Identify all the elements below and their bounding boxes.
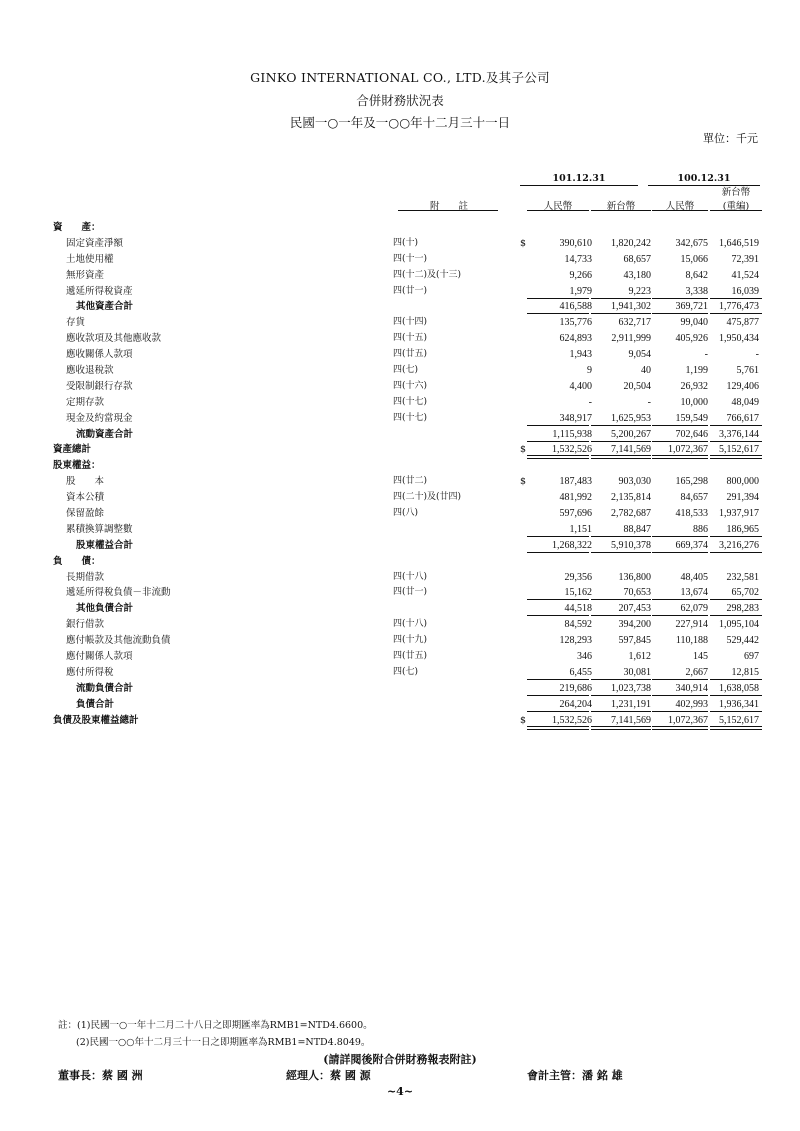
table-row xyxy=(0,474,800,490)
row-label: 存貨 xyxy=(66,317,86,329)
underline xyxy=(710,711,762,712)
underline xyxy=(710,536,762,537)
underline xyxy=(652,298,708,299)
value-cell: 5,761 xyxy=(736,365,759,377)
table-row xyxy=(0,331,800,347)
value-cell: 72,391 xyxy=(731,253,759,265)
underline xyxy=(710,441,762,442)
underline xyxy=(527,679,589,680)
row-note-ref: 四(十四) xyxy=(393,317,428,328)
value-cell: 41,524 xyxy=(731,269,759,281)
row-note-ref: 四(二十)及(廿四) xyxy=(393,492,462,503)
value-cell: 16,039 xyxy=(731,285,759,297)
table-row xyxy=(0,681,800,697)
row-label: 應付帳款及其他流動負債 xyxy=(66,635,171,647)
table-row xyxy=(0,220,800,236)
underline xyxy=(710,679,762,680)
value-cell: 110,188 xyxy=(675,635,708,647)
table-row xyxy=(0,585,800,601)
underline xyxy=(710,298,762,299)
value-cell: 2,135,814 xyxy=(611,492,651,504)
value-cell: 1,532,526 xyxy=(552,714,592,726)
table-row xyxy=(0,617,800,633)
row-note-ref: 四(廿五) xyxy=(393,349,428,360)
value-cell: 232,581 xyxy=(726,571,759,583)
col-ntd-101-header: 新台幣 xyxy=(606,201,636,212)
value-cell: 3,376,144 xyxy=(719,428,759,440)
value-cell: 903,030 xyxy=(618,476,651,488)
currency-sign: $ xyxy=(520,444,527,456)
value-cell: 14,733 xyxy=(564,253,592,265)
row-label: 定期存款 xyxy=(66,396,105,408)
unit-label: 單位：千元 xyxy=(703,132,758,145)
value-cell: 12,815 xyxy=(731,666,759,678)
value-cell: 1,941,302 xyxy=(611,301,651,313)
underline xyxy=(710,313,762,314)
value-cell: 1,231,191 xyxy=(611,698,651,710)
row-label: 受限制銀行存款 xyxy=(66,380,133,392)
row-note-ref: 四(廿一) xyxy=(393,285,428,296)
value-cell: 8,642 xyxy=(685,269,708,281)
year-101-rule xyxy=(520,185,638,186)
value-cell: 1,115,938 xyxy=(552,428,592,440)
row-label: 應付所得稅 xyxy=(66,666,114,678)
col-rmb-101-header: 人民幣 xyxy=(543,201,573,212)
year-101-header: 101.12.31 xyxy=(552,173,606,184)
underline xyxy=(652,679,708,680)
table-row xyxy=(0,633,800,649)
value-cell: 186,965 xyxy=(726,523,759,535)
underline xyxy=(591,599,651,600)
value-cell: 416,588 xyxy=(559,301,592,313)
row-note-ref: 四(廿二) xyxy=(393,476,428,487)
value-cell: 9,266 xyxy=(569,269,592,281)
underline xyxy=(710,695,762,696)
col-rmb-100-header: 人民幣 xyxy=(665,201,695,212)
value-cell: 65,702 xyxy=(731,587,759,599)
underline xyxy=(591,536,651,537)
value-cell: 418,533 xyxy=(675,508,708,520)
value-cell: 43,180 xyxy=(623,269,651,281)
row-note-ref: 四(十八) xyxy=(393,571,428,582)
page-number: ~4~ xyxy=(386,1085,414,1098)
value-cell: 62,079 xyxy=(680,603,708,615)
value-cell: 4,400 xyxy=(569,380,592,392)
value-cell: 1,612 xyxy=(628,651,651,663)
underline xyxy=(591,425,651,426)
value-cell: - xyxy=(704,349,708,361)
underline xyxy=(591,615,651,616)
value-cell: 219,686 xyxy=(559,682,592,694)
table-row xyxy=(0,236,800,252)
date-line: 民國一○一年及一○○年十二月三十一日 xyxy=(289,115,511,130)
table-row xyxy=(0,554,800,570)
underline xyxy=(591,695,651,696)
underline xyxy=(527,536,589,537)
value-cell: 2,911,999 xyxy=(611,333,651,345)
value-cell: 44,518 xyxy=(564,603,592,615)
value-cell: 340,914 xyxy=(675,682,708,694)
table-row xyxy=(0,315,800,331)
note-column-header: 附 註 xyxy=(429,201,468,212)
value-cell: 1,095,104 xyxy=(719,619,759,631)
table-row xyxy=(0,522,800,538)
value-cell: 20,504 xyxy=(623,380,651,392)
value-cell: 2,782,687 xyxy=(611,508,651,520)
value-cell: 68,657 xyxy=(623,253,651,265)
row-note-ref: 四(十一) xyxy=(393,253,428,264)
table-row xyxy=(0,458,800,474)
value-cell: 264,204 xyxy=(559,698,592,710)
accountant-signature: 會計主管：潘 銘 雄 xyxy=(527,1069,623,1082)
value-cell: 291,394 xyxy=(726,492,759,504)
row-label: 固定資產淨額 xyxy=(66,237,124,249)
table-row xyxy=(0,427,800,443)
value-cell: 1,937,917 xyxy=(719,508,759,520)
value-cell: 5,152,617 xyxy=(719,714,759,726)
value-cell: 9,223 xyxy=(628,285,651,297)
row-label: 累積換算調整數 xyxy=(66,523,133,535)
underline xyxy=(652,425,708,426)
row-note-ref: 四(十) xyxy=(393,237,419,248)
value-cell: 15,066 xyxy=(680,253,708,265)
value-cell: 5,152,617 xyxy=(719,444,759,456)
table-row xyxy=(0,570,800,586)
value-cell: 1,979 xyxy=(569,285,592,297)
underline xyxy=(652,441,708,442)
row-label: 遞延所得稅資產 xyxy=(66,285,133,297)
table-row xyxy=(0,649,800,665)
underline xyxy=(591,679,651,680)
row-label: 股東權益： xyxy=(53,460,101,472)
underline xyxy=(710,425,762,426)
value-cell: 298,283 xyxy=(726,603,759,615)
note-header-rule xyxy=(398,210,498,211)
footnote-2: (2)民國一○○年十二月三十一日之即期匯率為RMB1=NTD4.8049。 xyxy=(76,1037,371,1048)
value-cell: 529,442 xyxy=(726,635,759,647)
double-underline xyxy=(527,726,589,730)
value-cell: 48,049 xyxy=(731,396,759,408)
value-cell: 597,696 xyxy=(559,508,592,520)
underline xyxy=(591,298,651,299)
row-label: 股東權益合計 xyxy=(76,539,134,551)
value-cell: 702,646 xyxy=(675,428,708,440)
underline xyxy=(527,425,589,426)
value-cell: 342,675 xyxy=(675,237,708,249)
row-label: 股 本 xyxy=(66,476,105,488)
value-cell: 145 xyxy=(693,651,708,663)
underline xyxy=(527,552,589,553)
underline xyxy=(710,552,762,553)
row-label: 保留盈餘 xyxy=(66,508,105,520)
row-note-ref: 四(廿五) xyxy=(393,651,428,662)
value-cell: 402,993 xyxy=(675,698,708,710)
underline xyxy=(652,615,708,616)
col-rmb-101-rule xyxy=(527,210,589,211)
value-cell: 7,141,569 xyxy=(611,714,651,726)
value-cell: 128,293 xyxy=(559,635,592,647)
value-cell: 3,216,276 xyxy=(719,539,759,551)
table-row xyxy=(0,252,800,268)
table-row xyxy=(0,363,800,379)
table-row xyxy=(0,442,800,458)
value-cell: 187,483 xyxy=(559,476,592,488)
table-row xyxy=(0,268,800,284)
value-cell: - xyxy=(647,396,651,408)
value-cell: 40 xyxy=(641,365,651,377)
value-cell: 348,917 xyxy=(559,412,592,424)
double-underline xyxy=(710,726,762,730)
value-cell: 394,200 xyxy=(618,619,651,631)
footnote-1: 註：(1)民國一○一年十二月二十八日之即期匯率為RMB1=NTD4.6600。 xyxy=(58,1020,373,1031)
table-row xyxy=(0,665,800,681)
row-label: 負債合計 xyxy=(76,698,115,710)
value-cell: - xyxy=(588,396,592,408)
col-ntd-100-header-line2: (重編) xyxy=(722,201,750,212)
underline xyxy=(527,615,589,616)
row-label: 流動資產合計 xyxy=(76,428,134,440)
value-cell: 475,877 xyxy=(726,317,759,329)
value-cell: 1,023,738 xyxy=(611,682,651,694)
table-row xyxy=(0,379,800,395)
value-cell: 481,992 xyxy=(559,492,592,504)
row-note-ref: 四(八) xyxy=(393,508,419,519)
row-label: 銀行借款 xyxy=(66,619,105,631)
underline xyxy=(652,599,708,600)
col-ntd-100-header-line1: 新台幣 xyxy=(721,187,751,198)
value-cell: - xyxy=(755,349,759,361)
currency-sign: $ xyxy=(520,476,527,488)
value-cell: 29,356 xyxy=(564,571,592,583)
value-cell: 9 xyxy=(587,365,592,377)
row-note-ref: 四(十八) xyxy=(393,619,428,630)
value-cell: 129,406 xyxy=(726,380,759,392)
value-cell: 5,910,378 xyxy=(611,539,651,551)
table-row xyxy=(0,506,800,522)
row-label: 應收關係人款項 xyxy=(66,349,133,361)
underline xyxy=(652,313,708,314)
table-row xyxy=(0,490,800,506)
value-cell: 1,072,367 xyxy=(668,714,708,726)
row-label: 應收退稅款 xyxy=(66,365,114,377)
value-cell: 1,638,058 xyxy=(719,682,759,694)
value-cell: 1,943 xyxy=(569,349,592,361)
value-cell: 697 xyxy=(744,651,759,663)
row-note-ref: 四(十五) xyxy=(393,333,428,344)
row-label: 資產總計 xyxy=(53,444,92,456)
row-note-ref: 四(十六) xyxy=(393,380,428,391)
table-row xyxy=(0,347,800,363)
value-cell: 405,926 xyxy=(675,333,708,345)
company-title: GINKO INTERNATIONAL CO., LTD.及其子公司 xyxy=(250,70,550,85)
col-ntd-100-rule xyxy=(710,210,762,211)
underline xyxy=(652,536,708,537)
row-label: 資 產： xyxy=(53,222,101,233)
manager-signature: 經理人：蔡 國 源 xyxy=(286,1069,371,1082)
row-label: 流動負債合計 xyxy=(76,682,134,694)
underline xyxy=(591,711,651,712)
underline xyxy=(527,599,589,600)
value-cell: 99,040 xyxy=(680,317,708,329)
value-cell: 1,820,242 xyxy=(611,237,651,249)
table-row xyxy=(0,601,800,617)
statement-title: 合併財務狀況表 xyxy=(356,93,444,108)
value-cell: 3,338 xyxy=(685,285,708,297)
value-cell: 26,932 xyxy=(680,380,708,392)
row-label: 無形資產 xyxy=(66,269,105,281)
table-row xyxy=(0,411,800,427)
value-cell: 88,847 xyxy=(623,523,651,535)
col-ntd-101-rule xyxy=(591,210,651,211)
table-row xyxy=(0,299,800,315)
value-cell: 766,617 xyxy=(726,412,759,424)
value-cell: 15,162 xyxy=(564,587,592,599)
table-row xyxy=(0,713,800,729)
row-label: 負 債： xyxy=(53,555,101,567)
row-label: 應收款項及其他應收款 xyxy=(66,333,162,345)
value-cell: 6,455 xyxy=(569,666,592,678)
row-note-ref: 四(七) xyxy=(393,365,419,376)
value-cell: 48,405 xyxy=(680,571,708,583)
double-underline xyxy=(591,726,651,730)
value-cell: 624,893 xyxy=(559,333,592,345)
value-cell: 886 xyxy=(693,523,708,535)
value-cell: 1,268,322 xyxy=(552,539,592,551)
underline xyxy=(652,695,708,696)
underline xyxy=(591,313,651,314)
row-note-ref: 四(十七) xyxy=(393,412,428,423)
col-rmb-100-rule xyxy=(652,210,708,211)
value-cell: 159,549 xyxy=(675,412,708,424)
row-label: 資本公積 xyxy=(66,492,105,504)
currency-sign: $ xyxy=(520,237,527,249)
underline xyxy=(591,552,651,553)
underline xyxy=(652,711,708,712)
row-note-ref: 四(十七) xyxy=(393,396,428,407)
value-cell: 390,610 xyxy=(559,237,592,249)
row-label: 其他資產合計 xyxy=(76,301,134,313)
value-cell: 13,674 xyxy=(680,587,708,599)
value-cell: 9,054 xyxy=(628,349,651,361)
row-note-ref: 四(十九) xyxy=(393,635,428,646)
row-note-ref: 四(七) xyxy=(393,666,419,677)
row-note-ref: 四(十二)及(十三) xyxy=(393,269,462,280)
underline xyxy=(652,552,708,553)
value-cell: 1,950,434 xyxy=(719,333,759,345)
value-cell: 227,914 xyxy=(675,619,708,631)
currency-sign: $ xyxy=(520,714,527,726)
row-label: 應付關係人款項 xyxy=(66,651,133,663)
value-cell: 632,717 xyxy=(618,317,651,329)
value-cell: 84,592 xyxy=(564,619,592,631)
value-cell: 1,646,519 xyxy=(719,237,759,249)
table-row xyxy=(0,395,800,411)
value-cell: 1,936,341 xyxy=(719,698,759,710)
value-cell: 136,800 xyxy=(618,571,651,583)
value-cell: 10,000 xyxy=(680,396,708,408)
value-cell: 135,776 xyxy=(559,317,592,329)
underline xyxy=(710,599,762,600)
value-cell: 1,151 xyxy=(569,523,592,535)
row-label: 現金及約當現金 xyxy=(66,412,133,424)
underline xyxy=(710,615,762,616)
row-label: 土地使用權 xyxy=(66,253,114,265)
underline xyxy=(527,711,589,712)
chairman-signature: 董事長：蔡 國 洲 xyxy=(58,1069,143,1082)
value-cell: 84,657 xyxy=(680,492,708,504)
underline xyxy=(527,441,589,442)
value-cell: 1,532,526 xyxy=(552,444,592,456)
statement-rows xyxy=(0,220,800,729)
double-underline xyxy=(652,726,708,730)
value-cell: 369,721 xyxy=(675,301,708,313)
table-row xyxy=(0,284,800,300)
value-cell: 800,000 xyxy=(726,476,759,488)
row-label: 負債及股東權益總計 xyxy=(53,714,139,726)
value-cell: 669,374 xyxy=(675,539,708,551)
row-label: 其他負債合計 xyxy=(76,603,134,615)
value-cell: 1,625,953 xyxy=(611,412,651,424)
row-label: 長期借款 xyxy=(66,571,105,583)
value-cell: 30,081 xyxy=(623,666,651,678)
row-label: 遞延所得稅負債－非流動 xyxy=(66,587,171,599)
value-cell: 1,776,473 xyxy=(719,301,759,313)
value-cell: 5,200,267 xyxy=(611,428,651,440)
value-cell: 165,298 xyxy=(675,476,708,488)
value-cell: 2,667 xyxy=(685,666,708,678)
value-cell: 346 xyxy=(577,651,592,663)
row-note-ref: 四(廿一) xyxy=(393,587,428,598)
value-cell: 1,199 xyxy=(685,365,708,377)
value-cell: 1,072,367 xyxy=(668,444,708,456)
value-cell: 70,653 xyxy=(623,587,651,599)
underline xyxy=(527,313,589,314)
year-100-header: 100.12.31 xyxy=(677,173,731,184)
value-cell: 207,453 xyxy=(618,603,651,615)
underline xyxy=(527,298,589,299)
underline xyxy=(527,695,589,696)
underline xyxy=(591,441,651,442)
value-cell: 597,845 xyxy=(618,635,651,647)
table-row xyxy=(0,538,800,554)
table-row xyxy=(0,697,800,713)
see-notes-line: (請詳閱後附合併財務報表附註) xyxy=(323,1053,477,1066)
value-cell: 7,141,569 xyxy=(611,444,651,456)
